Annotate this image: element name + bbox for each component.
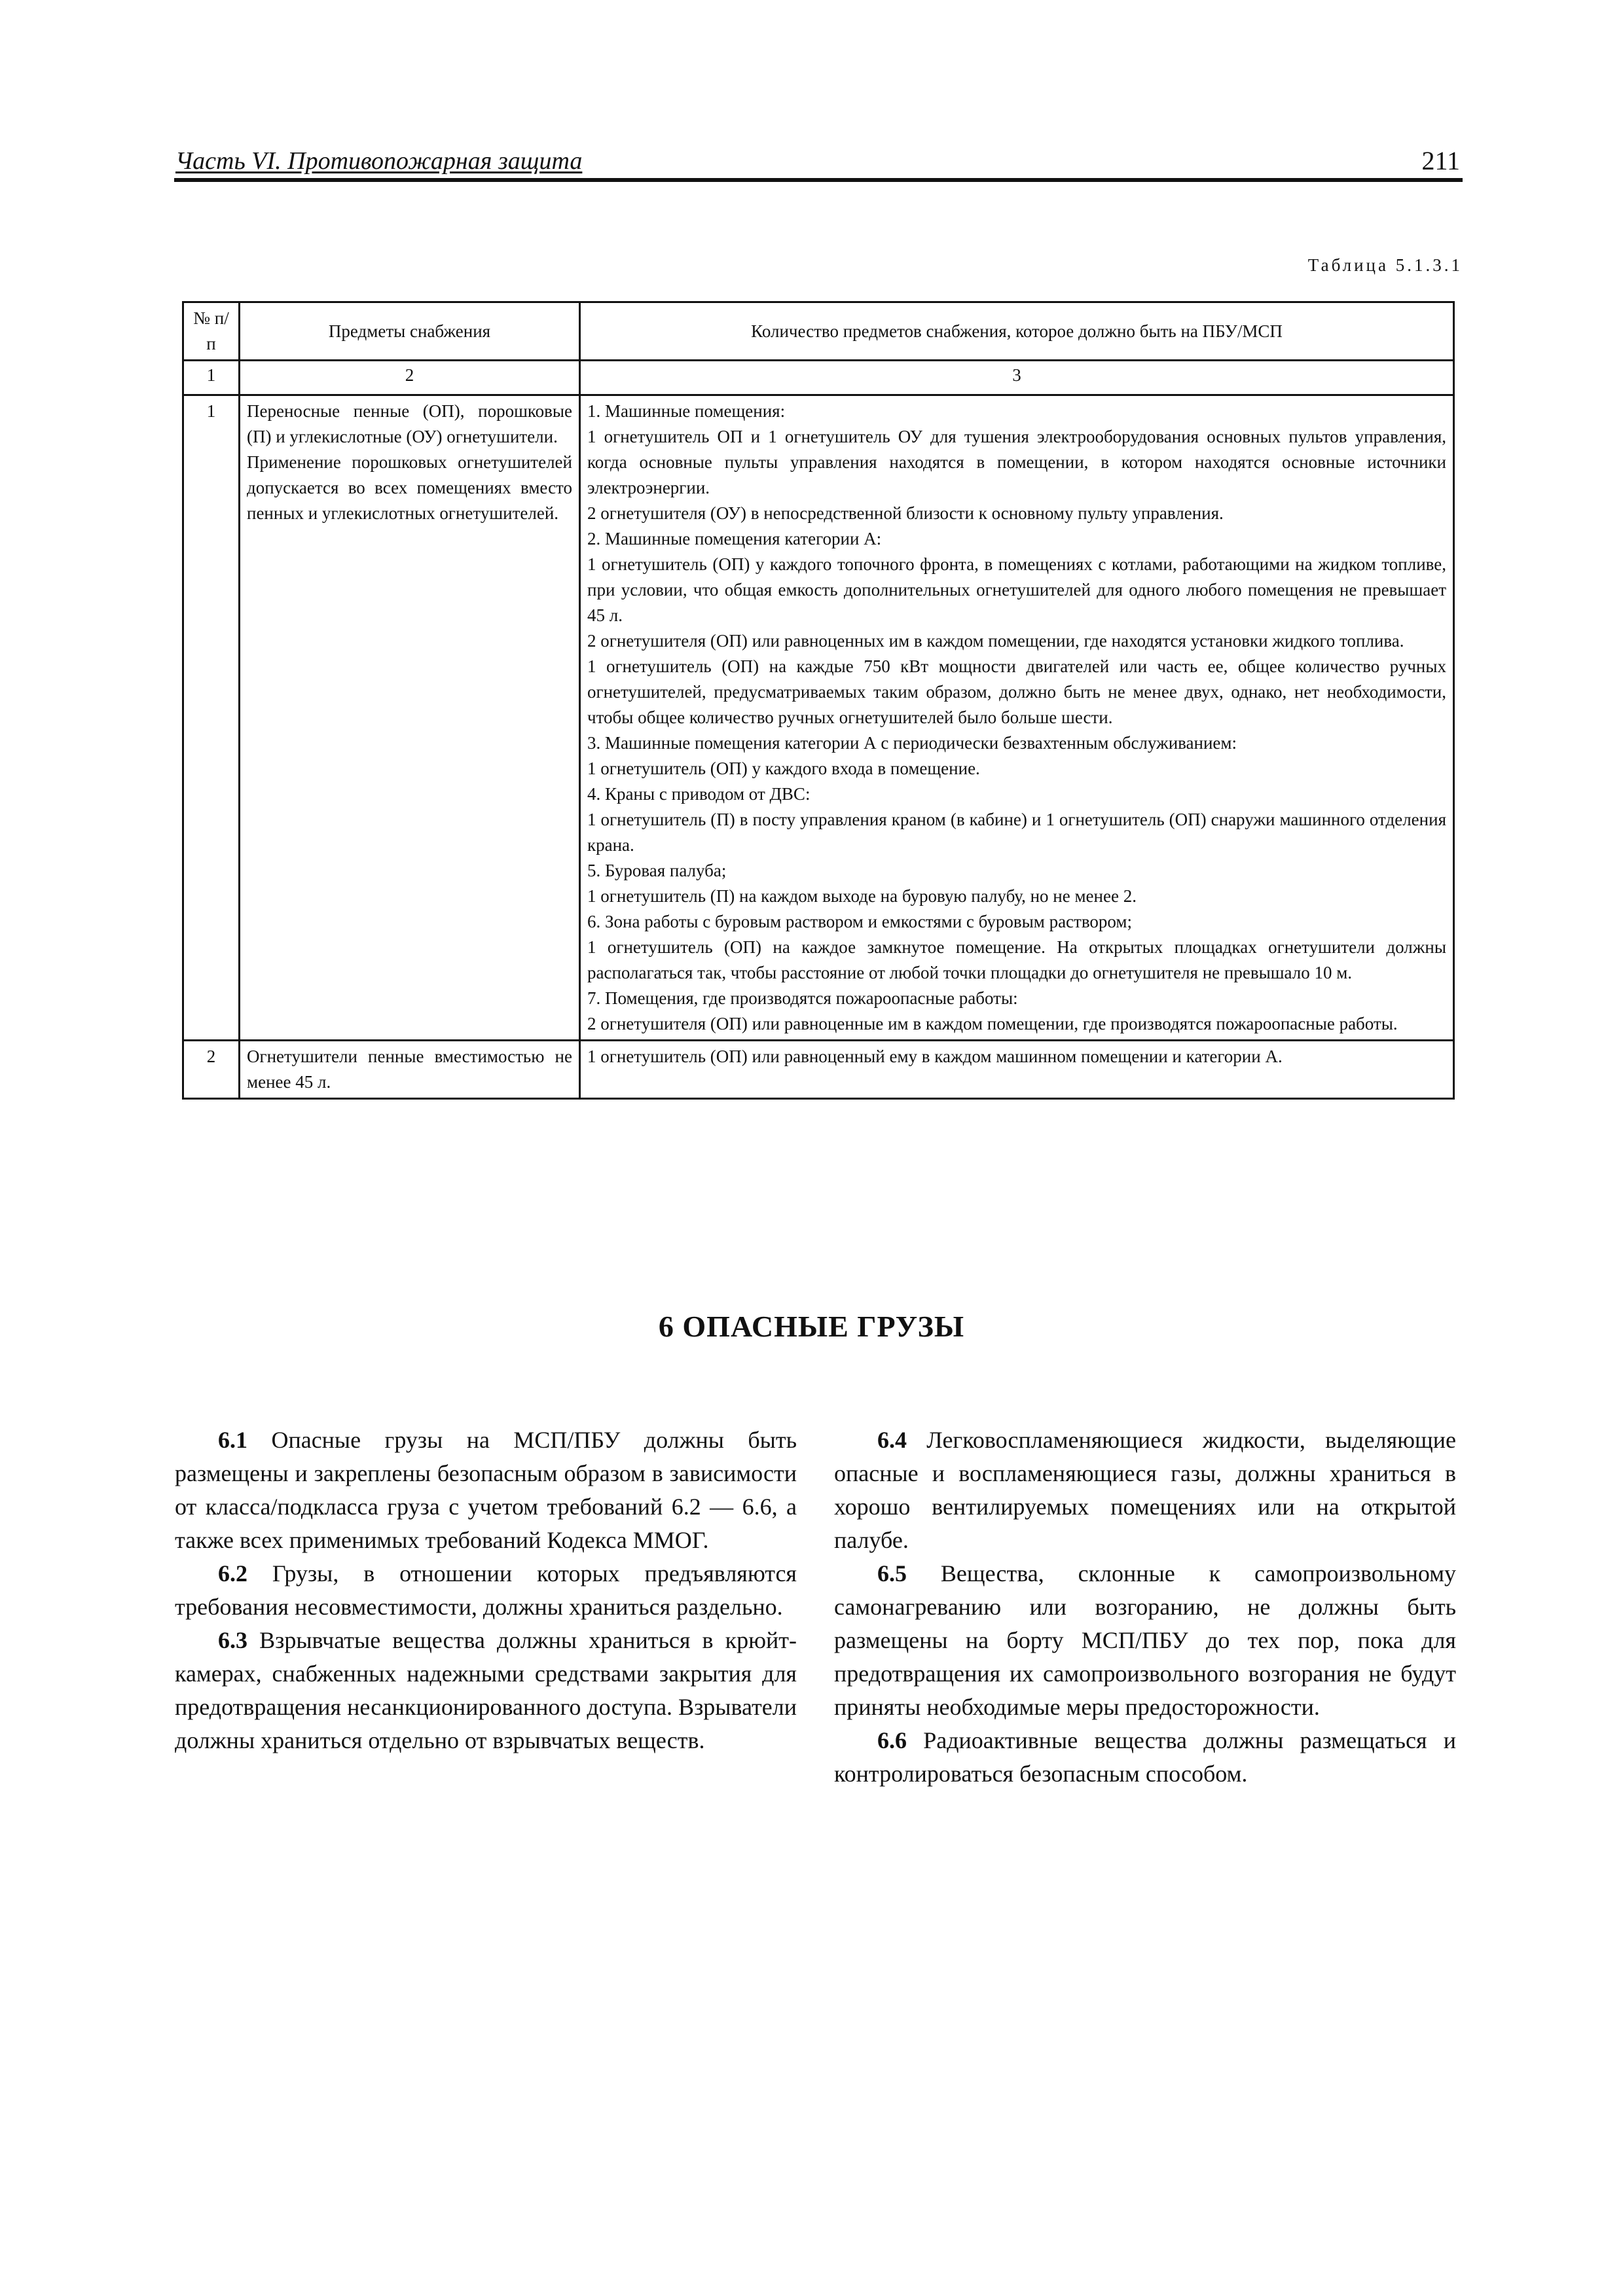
- page-number: 211: [1421, 146, 1460, 175]
- supply-item-text: Огнетушители пенные вместимостью не менее 45 л.: [247, 1047, 572, 1092]
- table-header-row: [183, 302, 1454, 361]
- clause-text: Легковоспламеняющиеся жидкости, выделяющие опасные и воспламеняющиеся газы, должны храниться в хорошо вентилируемых помещениях или на открытой палубе.: [834, 1427, 1456, 1553]
- quantity-cell: [580, 395, 1454, 1041]
- quantity-line: 4. Краны с приводом от ДВС:: [587, 784, 811, 804]
- clause-number: 6.5: [877, 1560, 907, 1587]
- quantity-line: 2 огнетушителя (ОП) или равноценных им в каждом помещении, где находятся установки жидкого топлива.: [587, 631, 1404, 651]
- row-number: 1: [183, 395, 240, 1041]
- column-number-row: [183, 361, 1454, 395]
- section-title: 6 ОПАСНЫЕ ГРУЗЫ: [658, 1310, 965, 1343]
- paragraph: [834, 1424, 1456, 1557]
- supply-item-cell: [240, 1041, 580, 1099]
- paragraph: [834, 1557, 1456, 1724]
- column-header: Предметы снабжения: [240, 302, 580, 361]
- paragraph: [175, 1557, 797, 1624]
- clause-text: Вещества, склонные к самопроизвольному самонагреванию или возгоранию, не должны быть размещены на борту МСП/ПБУ до тех пор, пока для предотвращения их самопроизвольного возгорания не будут приняты необходимые меры предосторожности.: [834, 1560, 1456, 1720]
- supply-item-text: Переносные пенные (ОП), порошковые (П) и углекислотные (ОУ) огнетушители.: [247, 401, 572, 446]
- table-row: [183, 395, 1454, 1041]
- quantity-cell: [580, 1041, 1454, 1099]
- paragraph: [834, 1724, 1456, 1791]
- page-header: [174, 143, 1463, 182]
- supply-table: [182, 301, 1455, 1100]
- clause-text: Опасные грузы на МСП/ПБУ должны быть размещены и закреплены безопасным образом в зависимости от класса/подкласса груза с учетом требований 6.2 — 6.6, а также всех применимых требований Кодекса ММОГ.: [175, 1427, 797, 1553]
- paragraph: [175, 1624, 797, 1757]
- quantity-line: 6. Зона работы с буровым раствором и емкостями с буровым раствором;: [587, 912, 1132, 931]
- quantity-line: 1 огнетушитель (ОП) у каждого входа в помещение.: [587, 759, 980, 778]
- column-header: № п/п: [183, 302, 240, 361]
- clause-text: Радиоактивные вещества должны размещаться и контролироваться безопасным способом.: [834, 1727, 1456, 1787]
- quantity-line: 2. Машинные помещения категории А:: [587, 529, 882, 548]
- quantity-line: 1 огнетушитель (ОП) на каждое замкнутое помещение. На открытых площадках огнетушители должны располагаться так, чтобы расстояние от любой точки площадки до огнетушителя не превышало 10 м.: [587, 937, 1446, 982]
- clause-text: Взрывчатые вещества должны храниться в крюйт-камерах, снабженных надежными средствами закрытия для предотвращения несанкционированного доступа. Взрыватели должны храниться отдельно от взрывчатых веществ.: [175, 1627, 797, 1753]
- quantity-line: 1 огнетушитель (П) на каждом выходе на буровую палубу, но не менее 2.: [587, 886, 1137, 906]
- clause-number: 6.1: [218, 1427, 247, 1453]
- column-number: 3: [580, 361, 1454, 395]
- quantity-line: 1 огнетушитель (ОП) или равноценный ему в каждом машинном помещении и категории А.: [587, 1047, 1283, 1066]
- table-caption: Таблица 5.1.3.1: [1307, 255, 1463, 275]
- text-column-right: [834, 1424, 1456, 1791]
- column-number: 1: [183, 361, 240, 395]
- supply-item-note: Применение порошковых огнетушителей допускается во всех помещениях вместо пенных и углекислотных огнетушителей.: [247, 452, 572, 523]
- quantity-line: 1 огнетушитель (П) в посту управления краном (в кабине) и 1 огнетушитель (ОП) снаружи машинного отделения крана.: [587, 810, 1446, 855]
- quantity-line: 1. Машинные помещения:: [587, 401, 786, 421]
- clause-number: 6.4: [877, 1427, 907, 1453]
- text-column-left: [175, 1424, 797, 1757]
- quantity-line: 5. Буровая палуба;: [587, 861, 727, 880]
- quantity-line: 2 огнетушителя (ОУ) в непосредственной близости к основному пульту управления.: [587, 503, 1224, 523]
- running-title: Часть VI. Противопожарная защита: [175, 147, 583, 175]
- paragraph: [175, 1424, 797, 1557]
- clause-number: 6.2: [218, 1560, 247, 1587]
- quantity-line: 2 огнетушителя (ОП) или равноценные им в каждом помещении, где производятся пожароопасные работы.: [587, 1014, 1398, 1033]
- clause-number: 6.6: [877, 1727, 907, 1753]
- supply-item-cell: [240, 395, 580, 1041]
- clause-text: Грузы, в отношении которых предъявляются требования несовместимости, должны храниться раздельно.: [175, 1560, 797, 1620]
- clause-number: 6.3: [218, 1627, 247, 1653]
- quantity-line: 7. Помещения, где производятся пожароопасные работы:: [587, 988, 1018, 1008]
- row-number: 2: [183, 1041, 240, 1099]
- quantity-line: 1 огнетушитель (ОП) у каждого топочного фронта, в помещениях с котлами, работающими на жидком топливе, при условии, что общая емкость дополнительных огнетушителей для одного любого помещения не превышает 45 л.: [587, 554, 1446, 625]
- column-number: 2: [240, 361, 580, 395]
- quantity-line: 3. Машинные помещения категории А с периодически безвахтенным обслуживанием:: [587, 733, 1237, 753]
- quantity-line: 1 огнетушитель ОП и 1 огнетушитель ОУ для тушения электрооборудования основных пультов управления, когда основные пульты управления находятся в помещении, в котором находятся основные источники электроэнергии.: [587, 427, 1446, 497]
- table-row: [183, 1041, 1454, 1099]
- quantity-line: 1 огнетушитель (ОП) на каждые 750 кВт мощности двигателей или часть ее, общее количество ручных огнетушителей, предусматриваемых таким образом, должно быть не менее двух, однако, нет необходимости, чтобы общее количество ручных огнетушителей было больше шести.: [587, 656, 1446, 727]
- column-header: Количество предметов снабжения, которое должно быть на ПБУ/МСП: [580, 302, 1454, 361]
